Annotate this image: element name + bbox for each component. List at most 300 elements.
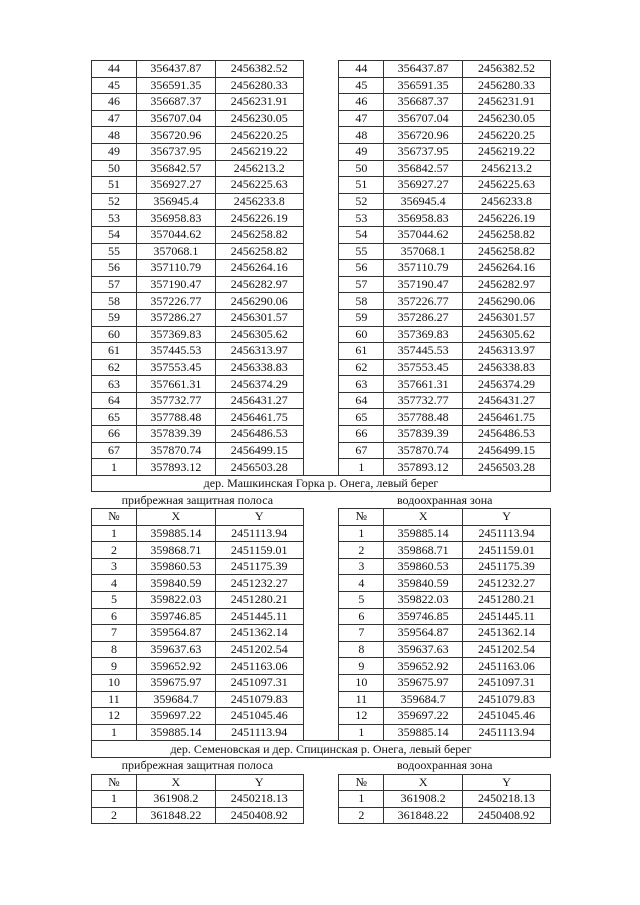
right-coord-x: 359885.14 (384, 724, 463, 741)
left-point-number: 59 (92, 309, 137, 326)
left-point-number: 60 (92, 326, 137, 343)
left-coord-x: 359652.92 (136, 658, 215, 675)
section-mashkinskaya-gorka (92, 475, 551, 741)
left-point-number: 48 (92, 127, 137, 144)
right-coord-y: 2456233.8 (463, 193, 551, 210)
right-coord-x: 359885.14 (384, 525, 463, 542)
column-header-row (92, 509, 551, 526)
table-row (92, 658, 551, 675)
right-coord-x: 359840.59 (384, 575, 463, 592)
right-coord-y: 2456231.91 (463, 94, 551, 111)
continued-coordinates (92, 61, 551, 476)
left-coord-y: 2456220.25 (215, 127, 303, 144)
section-title-row (92, 741, 551, 758)
left-coord-y: 2456499.15 (215, 442, 303, 459)
left-point-number: 46 (92, 94, 137, 111)
right-coord-y: 2451159.01 (463, 542, 551, 559)
water-protection-zone-label: водоохранная зона (396, 492, 493, 507)
left-point-number: 58 (92, 293, 137, 310)
left-coord-x: 357553.45 (136, 359, 215, 376)
right-point-number: 67 (339, 442, 384, 459)
right-coord-y: 2456486.53 (463, 426, 551, 443)
left-coord-y: 2456226.19 (215, 210, 303, 227)
right-coord-x: 356927.27 (384, 177, 463, 194)
right-coord-x: 359868.71 (384, 542, 463, 559)
right-coord-y: 2451113.94 (463, 525, 551, 542)
table-row (92, 558, 551, 575)
right-point-number: 10 (339, 674, 384, 691)
right-coord-x: 356737.95 (384, 143, 463, 160)
right-coord-x: 357839.39 (384, 426, 463, 443)
right-coord-x: 357893.12 (384, 459, 463, 476)
right-coord-y: 2456258.82 (463, 226, 551, 243)
right-point-number: 59 (339, 309, 384, 326)
right-point-number: 51 (339, 177, 384, 194)
right-coord-x: 357661.31 (384, 376, 463, 393)
right-point-number: 1 (339, 724, 384, 741)
left-coord-x: 359564.87 (136, 625, 215, 642)
right-coord-x: 359860.53 (384, 558, 463, 575)
right-coord-x: 357870.74 (384, 442, 463, 459)
right-point-number: 61 (339, 343, 384, 360)
left-point-number: 53 (92, 210, 137, 227)
left-coord-y: 2456374.29 (215, 376, 303, 393)
left-coord-y: 2456258.82 (215, 226, 303, 243)
right-coord-y: 2451362.14 (463, 625, 551, 642)
left-point-number: 2 (92, 542, 137, 559)
left-coord-y: 2456213.2 (215, 160, 303, 177)
right-point-number: 8 (339, 641, 384, 658)
table-row (92, 61, 551, 78)
coordinates-document (91, 60, 551, 824)
right-point-number: 1 (339, 525, 384, 542)
left-coord-x: 359697.22 (136, 708, 215, 725)
table-row (92, 641, 551, 658)
right-coord-y: 2456301.57 (463, 309, 551, 326)
right-point-number: 55 (339, 243, 384, 260)
left-coord-y: 2451445.11 (215, 608, 303, 625)
right-coord-y: 2451079.83 (463, 691, 551, 708)
table-row (92, 426, 551, 443)
right-coord-x: 359684.7 (384, 691, 463, 708)
left-point-number: 2 (92, 807, 137, 824)
table-row (92, 243, 551, 260)
left-point-number: 57 (92, 276, 137, 293)
left-coord-y: 2456264.16 (215, 260, 303, 277)
table-row (92, 376, 551, 393)
table-row (92, 691, 551, 708)
left-coord-x: 357445.53 (136, 343, 215, 360)
table-row (92, 160, 551, 177)
left-coord-x: 357870.74 (136, 442, 215, 459)
left-coord-x: 357732.77 (136, 392, 215, 409)
col-y-header: Y (463, 509, 551, 526)
left-coord-y: 2456233.8 (215, 193, 303, 210)
left-coord-y: 2456486.53 (215, 426, 303, 443)
right-point-number: 2 (339, 807, 384, 824)
left-point-number: 65 (92, 409, 137, 426)
table-row (92, 359, 551, 376)
table-row (92, 177, 551, 194)
table-row (92, 459, 551, 476)
table-row (92, 193, 551, 210)
right-coord-x: 357190.47 (384, 276, 463, 293)
right-coord-x: 359637.63 (384, 641, 463, 658)
right-point-number: 56 (339, 260, 384, 277)
table-row (92, 94, 551, 111)
table-row (92, 77, 551, 94)
right-coord-x: 357369.83 (384, 326, 463, 343)
left-coord-x: 359637.63 (136, 641, 215, 658)
left-point-number: 63 (92, 376, 137, 393)
left-coord-x: 356737.95 (136, 143, 215, 160)
right-point-number: 1 (339, 791, 384, 808)
right-point-number: 58 (339, 293, 384, 310)
right-coord-y: 2456338.83 (463, 359, 551, 376)
left-coord-y: 2450408.92 (215, 807, 303, 824)
left-coord-y: 2456305.62 (215, 326, 303, 343)
left-coord-y: 2456461.75 (215, 409, 303, 426)
left-coord-y: 2456382.52 (215, 61, 303, 78)
right-coord-y: 2450218.13 (463, 791, 551, 808)
table-row (92, 791, 551, 808)
right-coord-y: 2456461.75 (463, 409, 551, 426)
right-coord-y: 2456230.05 (463, 110, 551, 127)
left-point-number: 1 (92, 459, 137, 476)
left-point-number: 1 (92, 791, 137, 808)
right-point-number: 7 (339, 625, 384, 642)
left-coord-x: 361848.22 (136, 807, 215, 824)
right-coord-x: 356687.37 (384, 94, 463, 111)
left-point-number: 61 (92, 343, 137, 360)
table-row (92, 409, 551, 426)
left-point-number: 66 (92, 426, 137, 443)
left-point-number: 4 (92, 575, 137, 592)
right-point-number: 45 (339, 77, 384, 94)
left-point-number: 64 (92, 392, 137, 409)
right-point-number: 6 (339, 608, 384, 625)
left-point-number: 9 (92, 658, 137, 675)
left-point-number: 56 (92, 260, 137, 277)
right-coord-x: 357286.27 (384, 309, 463, 326)
right-point-number: 1 (339, 459, 384, 476)
left-point-number: 3 (92, 558, 137, 575)
right-coord-x: 356707.04 (384, 110, 463, 127)
left-coord-x: 361908.2 (136, 791, 215, 808)
right-coord-y: 2450408.92 (463, 807, 551, 824)
left-coord-y: 2456225.63 (215, 177, 303, 194)
right-coord-y: 2456499.15 (463, 442, 551, 459)
right-point-number: 66 (339, 426, 384, 443)
left-coord-x: 356591.35 (136, 77, 215, 94)
right-point-number: 50 (339, 160, 384, 177)
right-point-number: 11 (339, 691, 384, 708)
zone-label-row (92, 757, 551, 774)
right-coord-y: 2451113.94 (463, 724, 551, 741)
right-coord-y: 2451232.27 (463, 575, 551, 592)
left-point-number: 1 (92, 724, 137, 741)
right-coord-x: 357788.48 (384, 409, 463, 426)
section-title: дер. Машкинская Горка р. Онега, левый берег (92, 475, 551, 492)
table-row (92, 608, 551, 625)
right-coord-y: 2456313.97 (463, 343, 551, 360)
right-point-number: 65 (339, 409, 384, 426)
right-point-number: 4 (339, 575, 384, 592)
table-row (92, 143, 551, 160)
right-coord-y: 2451163.06 (463, 658, 551, 675)
left-coord-y: 2456290.06 (215, 293, 303, 310)
right-coord-y: 2451280.21 (463, 592, 551, 609)
table-row (92, 110, 551, 127)
col-number-header: № (92, 774, 137, 791)
right-coord-y: 2456382.52 (463, 61, 551, 78)
right-coord-x: 356945.4 (384, 193, 463, 210)
water-protection-zone-label: водоохранная зона (396, 758, 493, 773)
left-point-number: 12 (92, 708, 137, 725)
right-coord-x: 359564.87 (384, 625, 463, 642)
right-coord-y: 2456282.97 (463, 276, 551, 293)
table-row (92, 260, 551, 277)
right-coord-y: 2456220.25 (463, 127, 551, 144)
right-coord-y: 2456213.2 (463, 160, 551, 177)
left-point-number: 62 (92, 359, 137, 376)
left-coord-x: 359746.85 (136, 608, 215, 625)
right-coord-y: 2456225.63 (463, 177, 551, 194)
table-row (92, 807, 551, 824)
table-row (92, 392, 551, 409)
left-coord-y: 2450218.13 (215, 791, 303, 808)
col-x-header: X (136, 774, 215, 791)
right-point-number: 46 (339, 94, 384, 111)
left-coord-y: 2456280.33 (215, 77, 303, 94)
right-point-number: 2 (339, 542, 384, 559)
table-row (92, 708, 551, 725)
left-coord-x: 356437.87 (136, 61, 215, 78)
right-coord-x: 361848.22 (384, 807, 463, 824)
left-coord-x: 357190.47 (136, 276, 215, 293)
right-coord-y: 2451045.46 (463, 708, 551, 725)
table-row (92, 293, 551, 310)
left-coord-y: 2456338.83 (215, 359, 303, 376)
zone-label-row (92, 492, 551, 509)
col-y-header: Y (463, 774, 551, 791)
left-coord-y: 2456231.91 (215, 94, 303, 111)
column-header-row (92, 774, 551, 791)
table-row (92, 674, 551, 691)
left-coord-x: 357044.62 (136, 226, 215, 243)
left-coord-x: 359885.14 (136, 724, 215, 741)
left-point-number: 55 (92, 243, 137, 260)
right-point-number: 54 (339, 226, 384, 243)
left-coord-x: 359868.71 (136, 542, 215, 559)
table-row (92, 592, 551, 609)
left-coord-y: 2456258.82 (215, 243, 303, 260)
section-title-row (92, 475, 551, 492)
col-number-header: № (339, 774, 384, 791)
right-point-number: 47 (339, 110, 384, 127)
right-point-number: 63 (339, 376, 384, 393)
left-coord-y: 2451163.06 (215, 658, 303, 675)
left-coord-y: 2456313.97 (215, 343, 303, 360)
right-coord-x: 357445.53 (384, 343, 463, 360)
right-coord-x: 359746.85 (384, 608, 463, 625)
right-coord-x: 357068.1 (384, 243, 463, 260)
right-point-number: 62 (339, 359, 384, 376)
right-point-number: 57 (339, 276, 384, 293)
left-coord-y: 2451232.27 (215, 575, 303, 592)
table-row (92, 542, 551, 559)
right-point-number: 3 (339, 558, 384, 575)
left-coord-y: 2456230.05 (215, 110, 303, 127)
left-coord-x: 356720.96 (136, 127, 215, 144)
left-coord-x: 359885.14 (136, 525, 215, 542)
left-coord-x: 357068.1 (136, 243, 215, 260)
left-coord-x: 357226.77 (136, 293, 215, 310)
col-x-header: X (384, 509, 463, 526)
left-coord-x: 357369.83 (136, 326, 215, 343)
left-point-number: 1 (92, 525, 137, 542)
right-point-number: 9 (339, 658, 384, 675)
right-coord-y: 2456305.62 (463, 326, 551, 343)
right-coord-y: 2456374.29 (463, 376, 551, 393)
right-coord-y: 2451445.11 (463, 608, 551, 625)
left-point-number: 50 (92, 160, 137, 177)
left-point-number: 8 (92, 641, 137, 658)
right-coord-x: 357044.62 (384, 226, 463, 243)
right-coord-y: 2456503.28 (463, 459, 551, 476)
right-point-number: 60 (339, 326, 384, 343)
right-coord-y: 2456280.33 (463, 77, 551, 94)
right-point-number: 49 (339, 143, 384, 160)
left-coord-y: 2451079.83 (215, 691, 303, 708)
left-coord-y: 2451280.21 (215, 592, 303, 609)
table-row (92, 309, 551, 326)
left-point-number: 54 (92, 226, 137, 243)
right-point-number: 5 (339, 592, 384, 609)
coastal-protection-strip-label: прибрежная защитная полоса (121, 492, 274, 507)
left-point-number: 5 (92, 592, 137, 609)
right-coord-y: 2456264.16 (463, 260, 551, 277)
left-coord-y: 2456301.57 (215, 309, 303, 326)
left-coord-y: 2456431.27 (215, 392, 303, 409)
right-coord-y: 2456219.22 (463, 143, 551, 160)
right-point-number: 48 (339, 127, 384, 144)
left-point-number: 52 (92, 193, 137, 210)
left-point-number: 44 (92, 61, 137, 78)
left-point-number: 51 (92, 177, 137, 194)
left-coord-y: 2451113.94 (215, 724, 303, 741)
left-coord-x: 356707.04 (136, 110, 215, 127)
left-coord-x: 357788.48 (136, 409, 215, 426)
coastal-protection-strip-label: прибрежная защитная полоса (121, 758, 274, 773)
left-coord-x: 356945.4 (136, 193, 215, 210)
left-point-number: 10 (92, 674, 137, 691)
left-coord-x: 356958.83 (136, 210, 215, 227)
right-coord-y: 2456226.19 (463, 210, 551, 227)
left-point-number: 49 (92, 143, 137, 160)
left-coord-y: 2451045.46 (215, 708, 303, 725)
left-point-number: 67 (92, 442, 137, 459)
right-coord-y: 2451175.39 (463, 558, 551, 575)
left-coord-x: 359675.97 (136, 674, 215, 691)
left-coord-x: 357110.79 (136, 260, 215, 277)
right-point-number: 12 (339, 708, 384, 725)
right-coord-x: 356437.87 (384, 61, 463, 78)
left-coord-x: 359684.7 (136, 691, 215, 708)
table-row (92, 625, 551, 642)
right-coord-x: 356591.35 (384, 77, 463, 94)
left-coord-x: 359840.59 (136, 575, 215, 592)
table-row (92, 442, 551, 459)
table-row (92, 575, 551, 592)
col-x-header: X (136, 509, 215, 526)
left-coord-x: 357286.27 (136, 309, 215, 326)
right-coord-y: 2451202.54 (463, 641, 551, 658)
col-number-header: № (92, 509, 137, 526)
left-point-number: 11 (92, 691, 137, 708)
right-point-number: 53 (339, 210, 384, 227)
left-coord-x: 357839.39 (136, 426, 215, 443)
table-row (92, 127, 551, 144)
left-coord-y: 2451362.14 (215, 625, 303, 642)
right-coord-x: 359675.97 (384, 674, 463, 691)
left-coord-x: 356927.27 (136, 177, 215, 194)
right-coord-y: 2456431.27 (463, 392, 551, 409)
left-coord-x: 359860.53 (136, 558, 215, 575)
table-row (92, 343, 551, 360)
right-point-number: 64 (339, 392, 384, 409)
left-coord-x: 357893.12 (136, 459, 215, 476)
table-row (92, 525, 551, 542)
coordinates-table (91, 60, 551, 824)
right-coord-x: 361908.2 (384, 791, 463, 808)
col-x-header: X (384, 774, 463, 791)
right-coord-y: 2456258.82 (463, 243, 551, 260)
left-coord-y: 2456282.97 (215, 276, 303, 293)
left-coord-x: 359822.03 (136, 592, 215, 609)
table-row (92, 724, 551, 741)
col-number-header: № (339, 509, 384, 526)
right-coord-x: 356958.83 (384, 210, 463, 227)
col-y-header: Y (215, 509, 303, 526)
table-row (92, 210, 551, 227)
table-row (92, 276, 551, 293)
right-coord-x: 356842.57 (384, 160, 463, 177)
section-title: дер. Семеновская и дер. Спицинская р. Онега, левый берег (92, 741, 551, 758)
left-coord-y: 2451159.01 (215, 542, 303, 559)
right-coord-x: 359652.92 (384, 658, 463, 675)
section-semenovskaya-spitsinskaya (92, 741, 551, 824)
table-row (92, 326, 551, 343)
left-coord-y: 2451113.94 (215, 525, 303, 542)
right-coord-y: 2451097.31 (463, 674, 551, 691)
right-coord-x: 357732.77 (384, 392, 463, 409)
left-point-number: 45 (92, 77, 137, 94)
left-coord-x: 356687.37 (136, 94, 215, 111)
right-point-number: 52 (339, 193, 384, 210)
right-coord-x: 359822.03 (384, 592, 463, 609)
left-coord-y: 2451175.39 (215, 558, 303, 575)
right-coord-x: 357226.77 (384, 293, 463, 310)
right-coord-x: 356720.96 (384, 127, 463, 144)
left-point-number: 47 (92, 110, 137, 127)
right-coord-x: 357553.45 (384, 359, 463, 376)
col-y-header: Y (215, 774, 303, 791)
left-coord-y: 2456503.28 (215, 459, 303, 476)
left-coord-y: 2456219.22 (215, 143, 303, 160)
left-coord-y: 2451097.31 (215, 674, 303, 691)
right-point-number: 44 (339, 61, 384, 78)
